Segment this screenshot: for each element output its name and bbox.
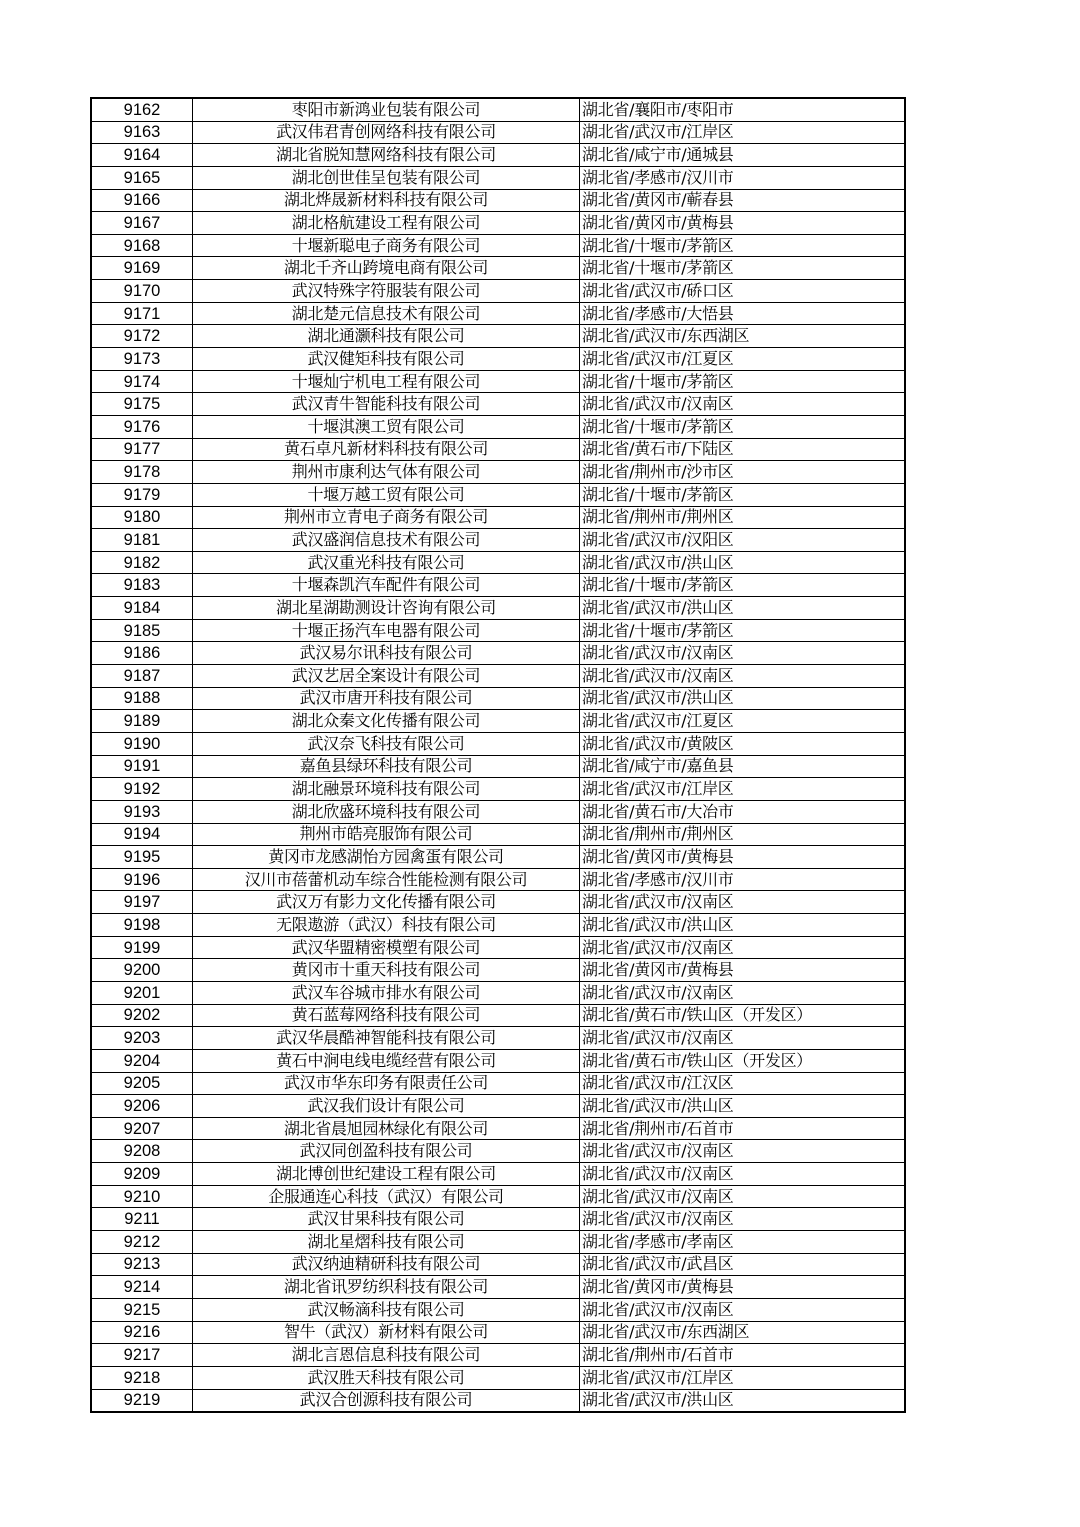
company-region-cell: 湖北省/襄阳市/枣阳市 — [580, 98, 906, 121]
row-number-cell: 9197 — [91, 891, 193, 914]
company-region-cell: 湖北省/武汉市/汉南区 — [580, 1163, 906, 1186]
company-name-cell: 武汉重光科技有限公司 — [193, 551, 580, 574]
row-number-cell: 9210 — [91, 1185, 193, 1208]
company-region-cell: 湖北省/十堰市/茅箭区 — [580, 257, 906, 280]
company-name-cell: 武汉合创源科技有限公司 — [193, 1389, 580, 1412]
company-name-cell: 武汉甘果科技有限公司 — [193, 1208, 580, 1231]
table-row — [91, 325, 905, 348]
table-row — [91, 1185, 905, 1208]
table-row — [91, 597, 905, 620]
company-name-cell: 武汉易尔讯科技有限公司 — [193, 642, 580, 665]
row-number-cell: 9193 — [91, 800, 193, 823]
company-name-cell: 十堰新聪电子商务有限公司 — [193, 234, 580, 257]
company-name-cell: 武汉纳迪精研科技有限公司 — [193, 1253, 580, 1276]
row-number-cell: 9207 — [91, 1117, 193, 1140]
table-row — [91, 619, 905, 642]
table-row — [91, 574, 905, 597]
row-number-cell: 9188 — [91, 687, 193, 710]
company-name-cell: 武汉奈飞科技有限公司 — [193, 732, 580, 755]
company-name-cell: 十堰灿宁机电工程有限公司 — [193, 370, 580, 393]
company-name-cell: 湖北省讯罗纺织科技有限公司 — [193, 1276, 580, 1299]
row-number-cell: 9176 — [91, 415, 193, 438]
row-number-cell: 9163 — [91, 121, 193, 144]
company-region-cell: 湖北省/武汉市/江夏区 — [580, 710, 906, 733]
table-row — [91, 1095, 905, 1118]
company-name-cell: 湖北格航建设工程有限公司 — [193, 212, 580, 235]
table-row — [91, 778, 905, 801]
company-name-cell: 武汉市唐开科技有限公司 — [193, 687, 580, 710]
company-region-cell: 湖北省/武汉市/黄陂区 — [580, 732, 906, 755]
company-name-cell: 荆州市康利达气体有限公司 — [193, 461, 580, 484]
table-row — [91, 642, 905, 665]
company-region-cell: 湖北省/武汉市/汉南区 — [580, 891, 906, 914]
row-number-cell: 9191 — [91, 755, 193, 778]
row-number-cell: 9194 — [91, 823, 193, 846]
table-row — [91, 1344, 905, 1367]
row-number-cell: 9173 — [91, 348, 193, 371]
company-region-cell: 湖北省/武汉市/江岸区 — [580, 778, 906, 801]
table-row — [91, 483, 905, 506]
row-number-cell: 9205 — [91, 1072, 193, 1095]
table-row — [91, 393, 905, 416]
company-region-cell: 湖北省/孝感市/汉川市 — [580, 166, 906, 189]
table-row — [91, 212, 905, 235]
row-number-cell: 9208 — [91, 1140, 193, 1163]
table-row — [91, 959, 905, 982]
row-number-cell: 9203 — [91, 1027, 193, 1050]
row-number-cell: 9187 — [91, 665, 193, 688]
row-number-cell: 9162 — [91, 98, 193, 121]
row-number-cell: 9201 — [91, 981, 193, 1004]
company-region-cell: 湖北省/十堰市/茅箭区 — [580, 619, 906, 642]
row-number-cell: 9177 — [91, 438, 193, 461]
company-name-cell: 武汉万有影力文化传播有限公司 — [193, 891, 580, 914]
row-number-cell: 9168 — [91, 234, 193, 257]
row-number-cell: 9178 — [91, 461, 193, 484]
company-region-cell: 湖北省/武汉市/洪山区 — [580, 597, 906, 620]
table-row — [91, 1253, 905, 1276]
row-number-cell: 9170 — [91, 280, 193, 303]
company-name-cell: 武汉畅滴科技有限公司 — [193, 1298, 580, 1321]
table-row — [91, 1140, 905, 1163]
table-row — [91, 348, 905, 371]
company-region-cell: 湖北省/黄石市/铁山区（开发区） — [580, 1004, 906, 1027]
company-region-cell: 湖北省/武汉市/洪山区 — [580, 687, 906, 710]
company-name-cell: 武汉胜天科技有限公司 — [193, 1366, 580, 1389]
company-region-cell: 湖北省/十堰市/茅箭区 — [580, 234, 906, 257]
table-row — [91, 868, 905, 891]
table-row — [91, 1027, 905, 1050]
company-name-cell: 十堰森凯汽车配件有限公司 — [193, 574, 580, 597]
company-name-cell: 武汉特殊字符服装有限公司 — [193, 280, 580, 303]
company-region-cell: 湖北省/武汉市/汉南区 — [580, 1298, 906, 1321]
company-region-cell: 湖北省/武汉市/汉阳区 — [580, 529, 906, 552]
table-row — [91, 665, 905, 688]
table-row — [91, 1366, 905, 1389]
table-row — [91, 551, 905, 574]
company-region-cell: 湖北省/黄石市/下陆区 — [580, 438, 906, 461]
table-row — [91, 846, 905, 869]
company-name-cell: 湖北通灏科技有限公司 — [193, 325, 580, 348]
company-name-cell: 武汉青牛智能科技有限公司 — [193, 393, 580, 416]
company-region-cell: 湖北省/十堰市/茅箭区 — [580, 574, 906, 597]
company-list-body — [91, 98, 905, 1412]
table-row — [91, 257, 905, 280]
company-name-cell: 湖北楚元信息技术有限公司 — [193, 302, 580, 325]
company-name-cell: 嘉鱼县绿环科技有限公司 — [193, 755, 580, 778]
company-region-cell: 湖北省/武汉市/东西湖区 — [580, 325, 906, 348]
table-row — [91, 732, 905, 755]
company-region-cell: 湖北省/武汉市/江岸区 — [580, 1366, 906, 1389]
row-number-cell: 9171 — [91, 302, 193, 325]
company-region-cell: 湖北省/十堰市/茅箭区 — [580, 483, 906, 506]
row-number-cell: 9175 — [91, 393, 193, 416]
company-name-cell: 黄石卓凡新材料科技有限公司 — [193, 438, 580, 461]
row-number-cell: 9198 — [91, 914, 193, 937]
company-region-cell: 湖北省/武汉市/东西湖区 — [580, 1321, 906, 1344]
table-row — [91, 710, 905, 733]
table-row — [91, 687, 905, 710]
table-row — [91, 800, 905, 823]
company-region-cell: 湖北省/咸宁市/嘉鱼县 — [580, 755, 906, 778]
company-region-cell: 湖北省/荆州市/石首市 — [580, 1117, 906, 1140]
company-name-cell: 武汉伟君青创网络科技有限公司 — [193, 121, 580, 144]
table-row — [91, 823, 905, 846]
company-region-cell: 湖北省/武汉市/汉南区 — [580, 1185, 906, 1208]
company-region-cell: 湖北省/武汉市/汉南区 — [580, 642, 906, 665]
table-row — [91, 891, 905, 914]
company-region-cell: 湖北省/孝感市/孝南区 — [580, 1231, 906, 1254]
company-region-cell: 湖北省/荆州市/沙市区 — [580, 461, 906, 484]
table-row — [91, 1389, 905, 1412]
table-row — [91, 280, 905, 303]
row-number-cell: 9218 — [91, 1366, 193, 1389]
table-row — [91, 755, 905, 778]
company-name-cell: 无限遨游（武汉）科技有限公司 — [193, 914, 580, 937]
table-row — [91, 98, 905, 121]
company-name-cell: 武汉市华东印务有限责任公司 — [193, 1072, 580, 1095]
company-region-cell: 湖北省/武汉市/洪山区 — [580, 914, 906, 937]
company-name-cell: 湖北众秦文化传播有限公司 — [193, 710, 580, 733]
company-name-cell: 湖北省晨旭园林绿化有限公司 — [193, 1117, 580, 1140]
company-list-table — [90, 97, 906, 1413]
company-region-cell: 湖北省/武汉市/汉南区 — [580, 1027, 906, 1050]
row-number-cell: 9206 — [91, 1095, 193, 1118]
company-name-cell: 湖北言恩信息科技有限公司 — [193, 1344, 580, 1367]
company-region-cell: 湖北省/武汉市/洪山区 — [580, 551, 906, 574]
row-number-cell: 9164 — [91, 144, 193, 167]
company-region-cell: 湖北省/十堰市/茅箭区 — [580, 370, 906, 393]
row-number-cell: 9189 — [91, 710, 193, 733]
table-row — [91, 1298, 905, 1321]
table-row — [91, 1231, 905, 1254]
table-row — [91, 1208, 905, 1231]
row-number-cell: 9184 — [91, 597, 193, 620]
row-number-cell: 9165 — [91, 166, 193, 189]
company-name-cell: 湖北省脱知慧网络科技有限公司 — [193, 144, 580, 167]
company-name-cell: 黄冈市龙感湖怡方园禽蛋有限公司 — [193, 846, 580, 869]
company-name-cell: 湖北创世佳呈包装有限公司 — [193, 166, 580, 189]
company-region-cell: 湖北省/十堰市/茅箭区 — [580, 415, 906, 438]
company-name-cell: 湖北欣盛环境科技有限公司 — [193, 800, 580, 823]
table-row — [91, 529, 905, 552]
row-number-cell: 9215 — [91, 1298, 193, 1321]
row-number-cell: 9183 — [91, 574, 193, 597]
row-number-cell: 9182 — [91, 551, 193, 574]
company-region-cell: 湖北省/武汉市/江汉区 — [580, 1072, 906, 1095]
company-region-cell: 湖北省/黄冈市/蕲春县 — [580, 189, 906, 212]
company-region-cell: 湖北省/荆州市/荆州区 — [580, 506, 906, 529]
row-number-cell: 9213 — [91, 1253, 193, 1276]
company-name-cell: 十堰淇澳工贸有限公司 — [193, 415, 580, 438]
table-row — [91, 1321, 905, 1344]
row-number-cell: 9202 — [91, 1004, 193, 1027]
row-number-cell: 9217 — [91, 1344, 193, 1367]
company-region-cell: 湖北省/荆州市/荆州区 — [580, 823, 906, 846]
company-name-cell: 十堰万越工贸有限公司 — [193, 483, 580, 506]
company-name-cell: 枣阳市新鸿业包装有限公司 — [193, 98, 580, 121]
company-name-cell: 武汉同创盈科技有限公司 — [193, 1140, 580, 1163]
row-number-cell: 9209 — [91, 1163, 193, 1186]
row-number-cell: 9174 — [91, 370, 193, 393]
table-row — [91, 914, 905, 937]
table-row — [91, 302, 905, 325]
company-name-cell: 武汉我们设计有限公司 — [193, 1095, 580, 1118]
row-number-cell: 9172 — [91, 325, 193, 348]
row-number-cell: 9219 — [91, 1389, 193, 1412]
company-region-cell: 湖北省/武汉市/汉南区 — [580, 936, 906, 959]
company-region-cell: 湖北省/武汉市/汉南区 — [580, 393, 906, 416]
company-region-cell: 湖北省/荆州市/石首市 — [580, 1344, 906, 1367]
company-region-cell: 湖北省/武汉市/硚口区 — [580, 280, 906, 303]
table-row — [91, 234, 905, 257]
row-number-cell: 9185 — [91, 619, 193, 642]
table-row — [91, 121, 905, 144]
company-name-cell: 武汉车谷城市排水有限公司 — [193, 981, 580, 1004]
company-name-cell: 黄石蓝莓网络科技有限公司 — [193, 1004, 580, 1027]
row-number-cell: 9211 — [91, 1208, 193, 1231]
company-region-cell: 湖北省/武汉市/汉南区 — [580, 665, 906, 688]
table-row — [91, 1117, 905, 1140]
table-row — [91, 936, 905, 959]
company-region-cell: 湖北省/武汉市/汉南区 — [580, 1140, 906, 1163]
row-number-cell: 9179 — [91, 483, 193, 506]
table-row — [91, 1004, 905, 1027]
row-number-cell: 9166 — [91, 189, 193, 212]
company-name-cell: 智牛（武汉）新材料有限公司 — [193, 1321, 580, 1344]
table-row — [91, 370, 905, 393]
table-row — [91, 1072, 905, 1095]
row-number-cell: 9196 — [91, 868, 193, 891]
company-name-cell: 湖北融景环境科技有限公司 — [193, 778, 580, 801]
company-name-cell: 黄冈市十重天科技有限公司 — [193, 959, 580, 982]
company-name-cell: 荆州市皓亮服饰有限公司 — [193, 823, 580, 846]
table-row — [91, 1049, 905, 1072]
company-region-cell: 湖北省/黄冈市/黄梅县 — [580, 959, 906, 982]
row-number-cell: 9169 — [91, 257, 193, 280]
row-number-cell: 9186 — [91, 642, 193, 665]
company-name-cell: 荆州市立青电子商务有限公司 — [193, 506, 580, 529]
company-name-cell: 武汉盛润信息技术有限公司 — [193, 529, 580, 552]
company-name-cell: 湖北千齐山跨境电商有限公司 — [193, 257, 580, 280]
company-name-cell: 湖北博创世纪建设工程有限公司 — [193, 1163, 580, 1186]
company-name-cell: 湖北烨晟新材料科技有限公司 — [193, 189, 580, 212]
row-number-cell: 9181 — [91, 529, 193, 552]
row-number-cell: 9167 — [91, 212, 193, 235]
company-region-cell: 湖北省/武汉市/汉南区 — [580, 1208, 906, 1231]
company-region-cell: 湖北省/黄冈市/黄梅县 — [580, 846, 906, 869]
company-region-cell: 湖北省/孝感市/汉川市 — [580, 868, 906, 891]
company-name-cell: 武汉华盟精密模塑有限公司 — [193, 936, 580, 959]
table-row — [91, 166, 905, 189]
company-name-cell: 十堰正扬汽车电器有限公司 — [193, 619, 580, 642]
company-region-cell: 湖北省/武汉市/江岸区 — [580, 121, 906, 144]
table-row — [91, 461, 905, 484]
company-name-cell: 企服通连心科技（武汉）有限公司 — [193, 1185, 580, 1208]
row-number-cell: 9199 — [91, 936, 193, 959]
company-region-cell: 湖北省/孝感市/大悟县 — [580, 302, 906, 325]
row-number-cell: 9214 — [91, 1276, 193, 1299]
company-region-cell: 湖北省/武汉市/汉南区 — [580, 981, 906, 1004]
table-row — [91, 1163, 905, 1186]
company-name-cell: 湖北星湖勘测设计咨询有限公司 — [193, 597, 580, 620]
company-name-cell: 汉川市蓓蕾机动车综合性能检测有限公司 — [193, 868, 580, 891]
company-region-cell: 湖北省/黄石市/大冶市 — [580, 800, 906, 823]
table-row — [91, 144, 905, 167]
row-number-cell: 9190 — [91, 732, 193, 755]
row-number-cell: 9192 — [91, 778, 193, 801]
table-row — [91, 189, 905, 212]
row-number-cell: 9216 — [91, 1321, 193, 1344]
row-number-cell: 9204 — [91, 1049, 193, 1072]
company-name-cell: 湖北星熠科技有限公司 — [193, 1231, 580, 1254]
table-row — [91, 1276, 905, 1299]
company-region-cell: 湖北省/武汉市/洪山区 — [580, 1389, 906, 1412]
row-number-cell: 9200 — [91, 959, 193, 982]
table-row — [91, 415, 905, 438]
row-number-cell: 9180 — [91, 506, 193, 529]
company-region-cell: 湖北省/黄冈市/黄梅县 — [580, 212, 906, 235]
company-region-cell: 湖北省/咸宁市/通城县 — [580, 144, 906, 167]
company-region-cell: 湖北省/武汉市/洪山区 — [580, 1095, 906, 1118]
row-number-cell: 9195 — [91, 846, 193, 869]
table-row — [91, 438, 905, 461]
company-region-cell: 湖北省/黄石市/铁山区（开发区） — [580, 1049, 906, 1072]
company-name-cell: 武汉健矩科技有限公司 — [193, 348, 580, 371]
row-number-cell: 9212 — [91, 1231, 193, 1254]
table-row — [91, 981, 905, 1004]
company-region-cell: 湖北省/黄冈市/黄梅县 — [580, 1276, 906, 1299]
company-name-cell: 黄石中涧电线电缆经营有限公司 — [193, 1049, 580, 1072]
table-row — [91, 506, 905, 529]
company-region-cell: 湖北省/武汉市/江夏区 — [580, 348, 906, 371]
company-name-cell: 武汉艺居全案设计有限公司 — [193, 665, 580, 688]
company-region-cell: 湖北省/武汉市/武昌区 — [580, 1253, 906, 1276]
company-name-cell: 武汉华晨酷神智能科技有限公司 — [193, 1027, 580, 1050]
